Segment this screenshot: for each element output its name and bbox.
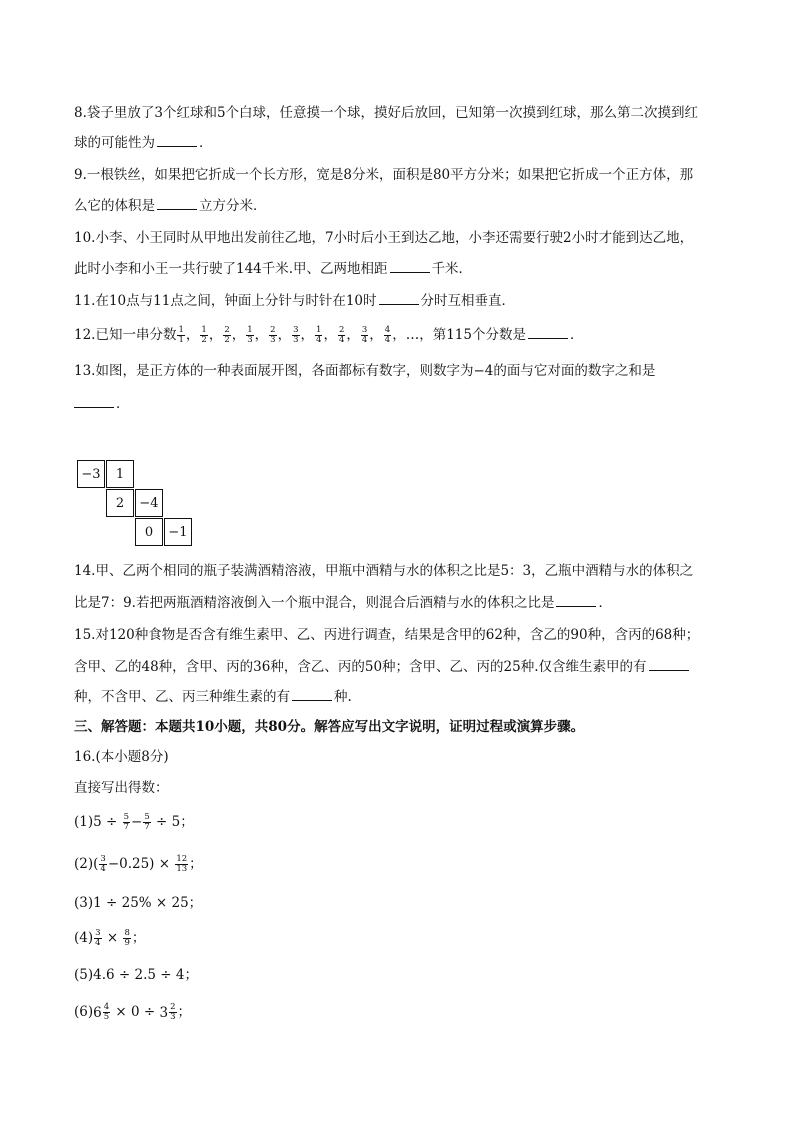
q12-fraction: $\frac{2}{4}$: [338, 325, 345, 345]
fraction: $\frac{8}{9}$: [124, 928, 130, 948]
q9-line1: 9.一根铁丝，如果把它折成一个长方形，宽是8分米，面积是80平方分米；如果把它折成一个正方体，那: [74, 167, 694, 183]
q13-end: ．: [116, 396, 130, 412]
q16-instruction: 直接写出得数：: [74, 780, 169, 796]
fraction: $\frac{3}{4}$: [95, 928, 101, 948]
q16-part2: [74, 854, 203, 874]
q11-text: 11.在10点与11点之间，钟面上分针与时针在10时: [74, 293, 377, 309]
separator: ，: [277, 327, 292, 343]
q14-text: 比是7：9.若把两瓶酒精溶液倒入一个瓶中混合，则混合后酒精与水的体积之比是: [74, 595, 555, 611]
fraction: $\frac{5}{7}$: [123, 812, 130, 832]
q16-part5: (5)4.6 ÷ 2.5 ÷ 4；: [74, 967, 198, 983]
net-cell: −1: [164, 518, 192, 546]
part-end: ÷ 5；: [151, 814, 194, 830]
part-end: ；: [131, 930, 146, 946]
separator: ，: [323, 327, 337, 343]
answer-blank[interactable]: [528, 324, 568, 339]
cube-net-figure: [77, 460, 197, 550]
q8-line1: 8.袋子里放了3个红球和5个白球，任意摸一个球，摸好后放回，已知第一次摸到红球，那么第二次摸到红: [74, 105, 699, 121]
separator: ，: [231, 327, 246, 343]
answer-blank[interactable]: [74, 393, 114, 408]
q11-line: [74, 290, 515, 311]
fraction: $\frac{12}{13}$: [176, 854, 188, 874]
net-cell: 0: [135, 518, 163, 546]
q15-text-a: 种，不含甲、乙、丙三种维生素的有: [74, 689, 290, 705]
q13-line2: [74, 393, 130, 414]
q16-part4: [74, 928, 145, 948]
q14-end: ．: [598, 595, 612, 611]
q10-end: 千米．: [431, 261, 473, 277]
q12-line: [74, 324, 583, 345]
answer-blank[interactable]: [157, 195, 197, 210]
net-cell: 1: [106, 460, 134, 488]
section-heading: 三、解答题：本题共10小题，共80分。解答应写出文字说明，证明过程或演算步骤。: [74, 719, 585, 735]
mixed-number: 3 $\frac{2}{3}$: [159, 1002, 176, 1022]
q12-fraction: $\frac{4}{4}$: [384, 325, 391, 345]
q14-line2: [74, 592, 612, 613]
q12-suffix: ，…，第115个分数是: [392, 327, 526, 343]
q15-text: 含甲、乙的48种，含甲、丙的36种，含乙、丙的50种；含甲、乙、丙的25种.仅含维生素甲的有: [74, 659, 647, 675]
separator: ，: [300, 327, 315, 343]
separator: ，: [346, 327, 360, 343]
net-cell: −3: [77, 460, 105, 488]
q12-fraction: $\frac{1}{3}$: [247, 325, 253, 345]
answer-blank[interactable]: [390, 258, 430, 273]
q8-line2: [74, 132, 213, 153]
q15-line3: [74, 686, 352, 707]
mixed-number: 6 $\frac{4}{5}$: [93, 1002, 110, 1022]
q12-fraction-list: [176, 327, 392, 343]
q16-title: 16.(本小题8分): [74, 749, 169, 765]
answer-blank[interactable]: [292, 686, 332, 701]
q12-end: ．: [569, 327, 584, 343]
q10-line1: 10.小李、小王同时从甲地出发前往乙地，7小时后小王到达乙地，小李还需要行驶2小时才能到达乙地，: [74, 230, 694, 246]
operator: −0.25) ×: [107, 856, 175, 872]
answer-blank[interactable]: [379, 290, 419, 305]
q10-text: 此时小李和小王一共行驶了144千米.甲、乙两地相距: [74, 261, 388, 277]
q12-fraction: $\frac{3}{3}$: [293, 325, 299, 345]
net-cell: −4: [135, 489, 163, 517]
q12-fraction: $\frac{1}{4}$: [316, 325, 322, 345]
q16-part3: (3)1 ÷ 25% × 25；: [74, 895, 203, 911]
q15-line2: [74, 656, 691, 677]
q10-line2: [74, 258, 472, 279]
fraction: $\frac{3}{4}$: [100, 854, 106, 874]
q9-line2: [74, 195, 267, 216]
separator: ，: [369, 327, 383, 343]
q12-prefix: 12.已知一串分数: [74, 327, 177, 343]
q12-fraction: $\frac{2}{3}$: [270, 325, 276, 345]
q14-line1: 14.甲、乙两个相同的瓶子装满酒精溶液，甲瓶中酒精与水的体积之比是5：3，乙瓶中酒精与水的体积之: [74, 563, 694, 579]
q9-text: 么它的体积是: [74, 198, 155, 214]
q16-part6: [74, 1002, 191, 1023]
q12-fraction: $\frac{1}{2}$: [201, 325, 207, 345]
part-label: (2)(: [74, 856, 99, 872]
part-label: (4): [74, 930, 94, 946]
answer-blank[interactable]: [649, 656, 689, 671]
part-label: (1)5 ÷: [74, 814, 122, 830]
part-end: ；: [177, 1004, 192, 1020]
q12-fraction: $\frac{2}{2}$: [224, 325, 230, 345]
operator: −: [131, 814, 143, 830]
q16-part1: [74, 812, 194, 832]
q11-end: 分时互相垂直．: [420, 293, 516, 309]
answer-blank[interactable]: [556, 592, 596, 607]
part-end: ；: [189, 856, 203, 872]
q15-line1: 15.对120种食物是否含有维生素甲、乙、丙进行调查，结果是含甲的62种，含乙的90种，含丙的68种；: [74, 627, 700, 643]
separator: ，: [208, 327, 223, 343]
q13-line1: 13.如图，是正方体的一种表面展开图，各面都标有数字，则数字为−4的面与它对面的数字之和是: [74, 363, 656, 379]
separator: ，: [185, 327, 200, 343]
operator: × 0 ÷: [111, 1004, 160, 1020]
separator: ，: [254, 327, 269, 343]
q12-fraction: $\frac{3}{4}$: [361, 325, 368, 345]
answer-blank[interactable]: [157, 132, 197, 147]
q12-fraction: $\frac{1}{1}$: [178, 325, 184, 345]
q8-end: ．: [199, 135, 213, 151]
q9-end: 立方分米．: [199, 198, 267, 214]
q15-text-b: 种.: [334, 689, 352, 705]
part-label: (6): [74, 1004, 94, 1020]
net-cell: 2: [106, 489, 134, 517]
operator: ×: [102, 930, 123, 946]
q8-text: 球的可能性为: [74, 135, 155, 151]
fraction: $\frac{5}{7}$: [144, 812, 150, 832]
